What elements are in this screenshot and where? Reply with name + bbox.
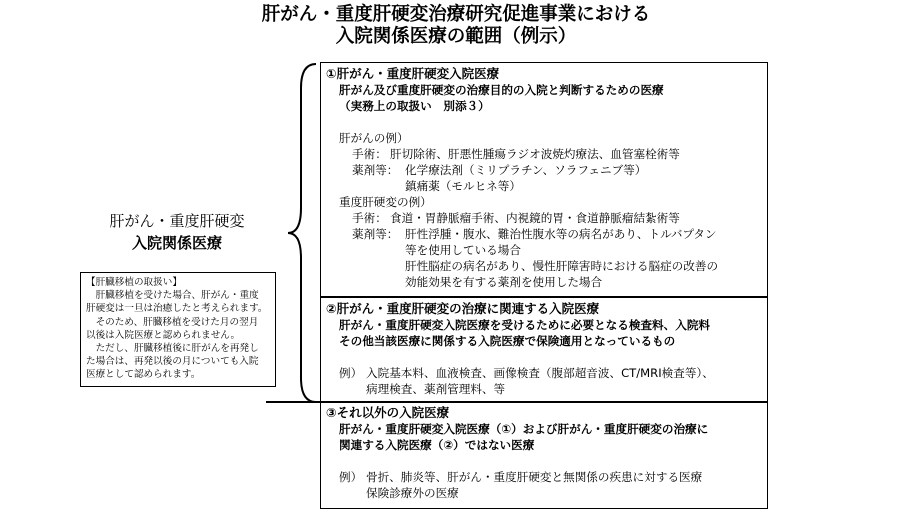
page-title-line2: 入院関係医療の範囲（例示） [335,26,577,47]
cirrhosis-drug-text: 肝性脳症の病名があり、慢性肝障害時における脳症の改善の [405,259,719,273]
section3-subtitle: 関連する入院医療（②）ではない医療 [339,438,535,452]
left-label [82,210,272,254]
note-line: 以後は入院医療と認められません。 [86,329,241,341]
cirrhosis-surgery-label: 手術： [352,211,387,225]
section3-example-text: 骨折、肺炎等、肝がん・重度肝硬変と無関係の疾患に対する医療 [366,470,703,484]
section3-example-label: 例） [339,470,363,484]
note-line: 肝臓移植を受けた場合、肝がん・重度 [86,290,259,302]
section2-example-label: 例） [339,366,363,380]
section1-subtitle-ref: （実務上の取扱い 別添３） [339,99,490,113]
section1-heading: ①肝がん・重度肝硬変入院医療 [326,66,500,81]
section-divider [320,296,768,298]
section2-subtitle: 肝がん・重度肝硬変入院医療を受けるために必要となる検査料、入院料 [339,318,711,332]
note-line: た場合は、再発以後の月についても入院 [86,356,259,368]
surgery-text: 肝切除術、肝悪性腫瘍ラジオ波焼灼療法、血管塞栓術等 [390,147,680,161]
section2-example-text: 入院基本料、血液検査、画像検査（腹部超音波、CT/MRI検査等）、 [366,366,714,380]
section2-subtitle: その他当該医療に関係する入院医療で保険適用となっているもの [339,334,676,348]
section3-subtitle: 肝がん・重度肝硬変入院医療（①）および肝がん・重度肝硬変の治療に [339,422,709,436]
note-line: 医療として認められます。 [86,369,201,381]
left-label-line1: 肝がん・重度肝硬変 [109,212,245,230]
liver-cancer-examples-label: 肝がんの例） [339,131,409,145]
note-line: 肝硬変は一旦は治癒したと考えられます。 [86,303,268,315]
surgery-label: 手術： [352,147,387,161]
page-title [0,4,912,48]
section2-heading: ②肝がん・重度肝硬変の治療に関連する入院医療 [326,301,600,316]
cirrhosis-drug-text: 等を使用している場合 [405,243,521,257]
note-line: 【肝臓移植の取扱い】 [86,277,182,288]
section1-subtitle: 肝がん及び重度肝硬変の治療目的の入院と判断するための医療 [339,83,664,97]
drug-text: 鎮痛薬（モルヒネ等） [405,179,521,193]
page-title-line1: 肝がん・重度肝硬変治療研究促進事業における [261,4,651,25]
cirrhosis-drug-label: 薬剤等： [352,227,399,241]
section3-example-text: 保険診療外の医療 [366,486,459,500]
curly-brace [282,62,322,404]
drug-label: 薬剤等： [352,163,399,177]
cirrhosis-drug-text: 効能効果を有する薬剤を使用した場合 [405,275,603,289]
cirrhosis-surgery-text: 食道・胃静脈瘤手術、内視鏡的胃・食道静脈瘤結紮術等 [390,211,680,225]
section2-example-text: 病理検査、薬剤管理料、等 [366,382,506,396]
drug-text: 化学療法剤（ミリプラチン、ソラフェニブ等） [405,163,647,177]
cirrhosis-drug-text: 肝性浮腫・腹水、難治性腹水等の病名があり、トルバプタン [405,227,717,241]
left-label-line2: 入院関係医療 [131,234,222,252]
note-line: ただし、肝臓移植後に肝がんを再発し [86,343,259,355]
note-line: そのため、肝臓移植を受けた月の翌月 [86,316,259,328]
liver-transplant-note [80,272,276,387]
section3-heading: ③それ以外の入院医療 [326,405,450,420]
cirrhosis-examples-label: 重度肝硬変の例） [339,195,432,209]
